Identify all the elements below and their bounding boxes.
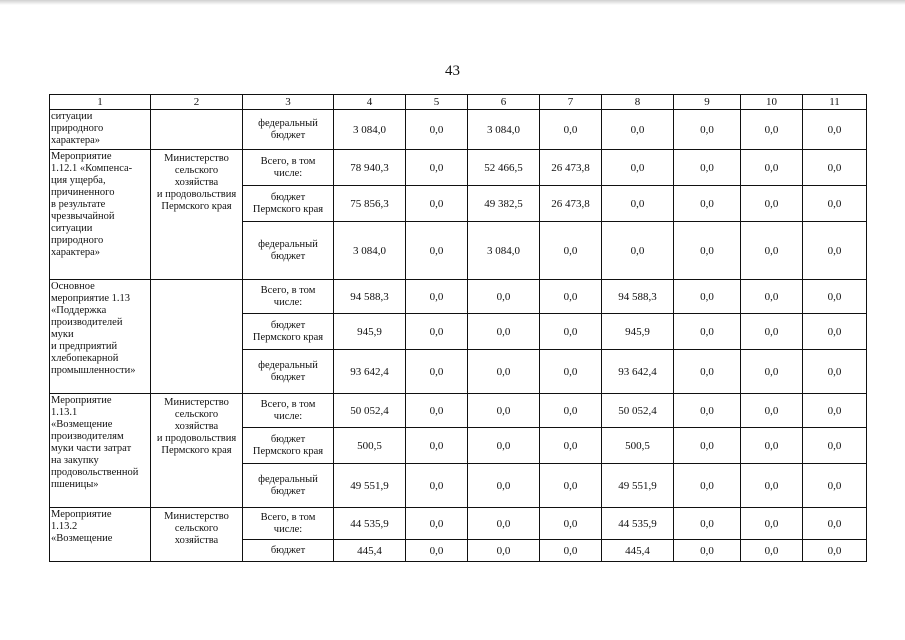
value-cell: 0,0 <box>674 428 741 464</box>
value-cell: 0,0 <box>741 350 803 394</box>
value-cell: 49 551,9 <box>334 464 406 508</box>
funding-source-cell: Всего, в том числе: <box>243 280 334 314</box>
value-cell: 0,0 <box>540 222 602 280</box>
column-header: 6 <box>468 95 540 110</box>
value-cell: 0,0 <box>468 350 540 394</box>
column-header: 4 <box>334 95 406 110</box>
value-cell: 3 084,0 <box>334 222 406 280</box>
value-cell: 0,0 <box>468 314 540 350</box>
funding-source-cell: бюджет Пермского края <box>243 428 334 464</box>
value-cell: 3 084,0 <box>468 222 540 280</box>
column-header: 10 <box>741 95 803 110</box>
value-cell: 52 466,5 <box>468 150 540 186</box>
value-cell: 50 052,4 <box>602 394 674 428</box>
value-cell: 26 473,8 <box>540 150 602 186</box>
value-cell: 500,5 <box>334 428 406 464</box>
value-cell: 0,0 <box>674 508 741 540</box>
activity-name-cell: ситуации природного характера» <box>50 110 151 150</box>
value-cell: 0,0 <box>406 428 468 464</box>
value-cell: 3 084,0 <box>334 110 406 150</box>
value-cell: 0,0 <box>540 280 602 314</box>
value-cell: 0,0 <box>741 394 803 428</box>
value-cell: 0,0 <box>468 280 540 314</box>
value-cell: 0,0 <box>468 508 540 540</box>
value-cell: 78 940,3 <box>334 150 406 186</box>
value-cell: 0,0 <box>540 394 602 428</box>
value-cell: 93 642,4 <box>334 350 406 394</box>
column-header: 11 <box>803 95 867 110</box>
value-cell: 500,5 <box>602 428 674 464</box>
value-cell: 445,4 <box>334 540 406 562</box>
activity-name-cell: Мероприятие 1.13.1 «Возмещение производителям муки части затрат на закупку продовольственной пшеницы» <box>50 394 151 508</box>
responsible-executor-cell <box>151 110 243 150</box>
value-cell: 0,0 <box>468 540 540 562</box>
value-cell: 49 382,5 <box>468 186 540 222</box>
value-cell: 3 084,0 <box>468 110 540 150</box>
funding-source-cell: Всего, в том числе: <box>243 394 334 428</box>
value-cell: 0,0 <box>674 540 741 562</box>
responsible-executor-cell <box>151 280 243 394</box>
value-cell: 0,0 <box>406 540 468 562</box>
value-cell: 0,0 <box>406 186 468 222</box>
header-row <box>50 95 867 110</box>
value-cell: 0,0 <box>406 394 468 428</box>
value-cell: 0,0 <box>406 314 468 350</box>
value-cell: 0,0 <box>741 186 803 222</box>
funding-source-cell: федеральный бюджет <box>243 110 334 150</box>
value-cell: 0,0 <box>674 394 741 428</box>
value-cell: 50 052,4 <box>334 394 406 428</box>
value-cell: 26 473,8 <box>540 186 602 222</box>
value-cell: 75 856,3 <box>334 186 406 222</box>
value-cell: 0,0 <box>803 110 867 150</box>
value-cell: 0,0 <box>803 150 867 186</box>
value-cell: 445,4 <box>602 540 674 562</box>
value-cell: 0,0 <box>540 540 602 562</box>
value-cell: 0,0 <box>540 110 602 150</box>
value-cell: 0,0 <box>741 110 803 150</box>
value-cell: 0,0 <box>406 464 468 508</box>
value-cell: 0,0 <box>674 150 741 186</box>
value-cell: 0,0 <box>803 186 867 222</box>
value-cell: 0,0 <box>741 508 803 540</box>
value-cell: 0,0 <box>803 222 867 280</box>
value-cell: 0,0 <box>741 428 803 464</box>
value-cell: 945,9 <box>602 314 674 350</box>
budget-table <box>49 94 867 562</box>
value-cell: 0,0 <box>741 222 803 280</box>
value-cell: 0,0 <box>602 110 674 150</box>
value-cell: 0,0 <box>674 186 741 222</box>
value-cell: 0,0 <box>540 428 602 464</box>
column-header: 1 <box>50 95 151 110</box>
value-cell: 0,0 <box>803 394 867 428</box>
activity-name-cell: Основное мероприятие 1.13 «Поддержка производителей муки и предприятий хлебопекарной промышленности» <box>50 280 151 394</box>
column-header: 2 <box>151 95 243 110</box>
table-row <box>50 394 867 428</box>
value-cell: 0,0 <box>540 508 602 540</box>
value-cell: 0,0 <box>602 150 674 186</box>
value-cell: 0,0 <box>540 350 602 394</box>
value-cell: 0,0 <box>602 222 674 280</box>
value-cell: 0,0 <box>674 222 741 280</box>
value-cell: 0,0 <box>674 110 741 150</box>
responsible-executor-cell: Министерство сельского хозяйства и продовольствия Пермского края <box>151 150 243 280</box>
value-cell: 0,0 <box>741 464 803 508</box>
table-row <box>50 110 867 150</box>
value-cell: 0,0 <box>741 540 803 562</box>
responsible-executor-cell: Министерство сельского хозяйства и продовольствия Пермского края <box>151 394 243 508</box>
funding-source-cell: бюджет Пермского края <box>243 186 334 222</box>
value-cell: 0,0 <box>803 508 867 540</box>
column-header: 3 <box>243 95 334 110</box>
table-row <box>50 280 867 314</box>
table-row <box>50 508 867 540</box>
value-cell: 93 642,4 <box>602 350 674 394</box>
column-header: 7 <box>540 95 602 110</box>
value-cell: 0,0 <box>468 394 540 428</box>
activity-name-cell: Мероприятие 1.12.1 «Компенса- ция ущерба, причиненного в результате чрезвычайной ситуации природного характера» <box>50 150 151 280</box>
value-cell: 0,0 <box>406 350 468 394</box>
value-cell: 0,0 <box>803 280 867 314</box>
value-cell: 0,0 <box>803 540 867 562</box>
value-cell: 0,0 <box>674 314 741 350</box>
value-cell: 0,0 <box>406 280 468 314</box>
responsible-executor-cell: Министерство сельского хозяйства <box>151 508 243 562</box>
value-cell: 0,0 <box>803 464 867 508</box>
value-cell: 49 551,9 <box>602 464 674 508</box>
funding-source-cell: федеральный бюджет <box>243 222 334 280</box>
value-cell: 0,0 <box>803 350 867 394</box>
funding-source-cell: бюджет <box>243 540 334 562</box>
value-cell: 0,0 <box>741 150 803 186</box>
funding-source-cell: федеральный бюджет <box>243 464 334 508</box>
value-cell: 0,0 <box>602 186 674 222</box>
column-header: 8 <box>602 95 674 110</box>
value-cell: 0,0 <box>406 222 468 280</box>
funding-source-cell: бюджет Пермского края <box>243 314 334 350</box>
value-cell: 0,0 <box>406 110 468 150</box>
column-header: 5 <box>406 95 468 110</box>
value-cell: 0,0 <box>406 150 468 186</box>
value-cell: 0,0 <box>540 314 602 350</box>
value-cell: 0,0 <box>674 350 741 394</box>
activity-name-cell: Мероприятие 1.13.2 «Возмещение <box>50 508 151 562</box>
value-cell: 44 535,9 <box>334 508 406 540</box>
value-cell: 44 535,9 <box>602 508 674 540</box>
value-cell: 94 588,3 <box>334 280 406 314</box>
value-cell: 0,0 <box>540 464 602 508</box>
column-header: 9 <box>674 95 741 110</box>
value-cell: 94 588,3 <box>602 280 674 314</box>
value-cell: 0,0 <box>468 464 540 508</box>
page-number: 43 <box>445 63 460 79</box>
scan-top-edge <box>0 0 905 5</box>
value-cell: 0,0 <box>803 314 867 350</box>
value-cell: 0,0 <box>741 314 803 350</box>
value-cell: 0,0 <box>468 428 540 464</box>
value-cell: 0,0 <box>741 280 803 314</box>
funding-source-cell: федеральный бюджет <box>243 350 334 394</box>
funding-source-cell: Всего, в том числе: <box>243 508 334 540</box>
value-cell: 945,9 <box>334 314 406 350</box>
funding-source-cell: Всего, в том числе: <box>243 150 334 186</box>
table-row <box>50 150 867 186</box>
value-cell: 0,0 <box>803 428 867 464</box>
value-cell: 0,0 <box>406 508 468 540</box>
value-cell: 0,0 <box>674 464 741 508</box>
value-cell: 0,0 <box>674 280 741 314</box>
